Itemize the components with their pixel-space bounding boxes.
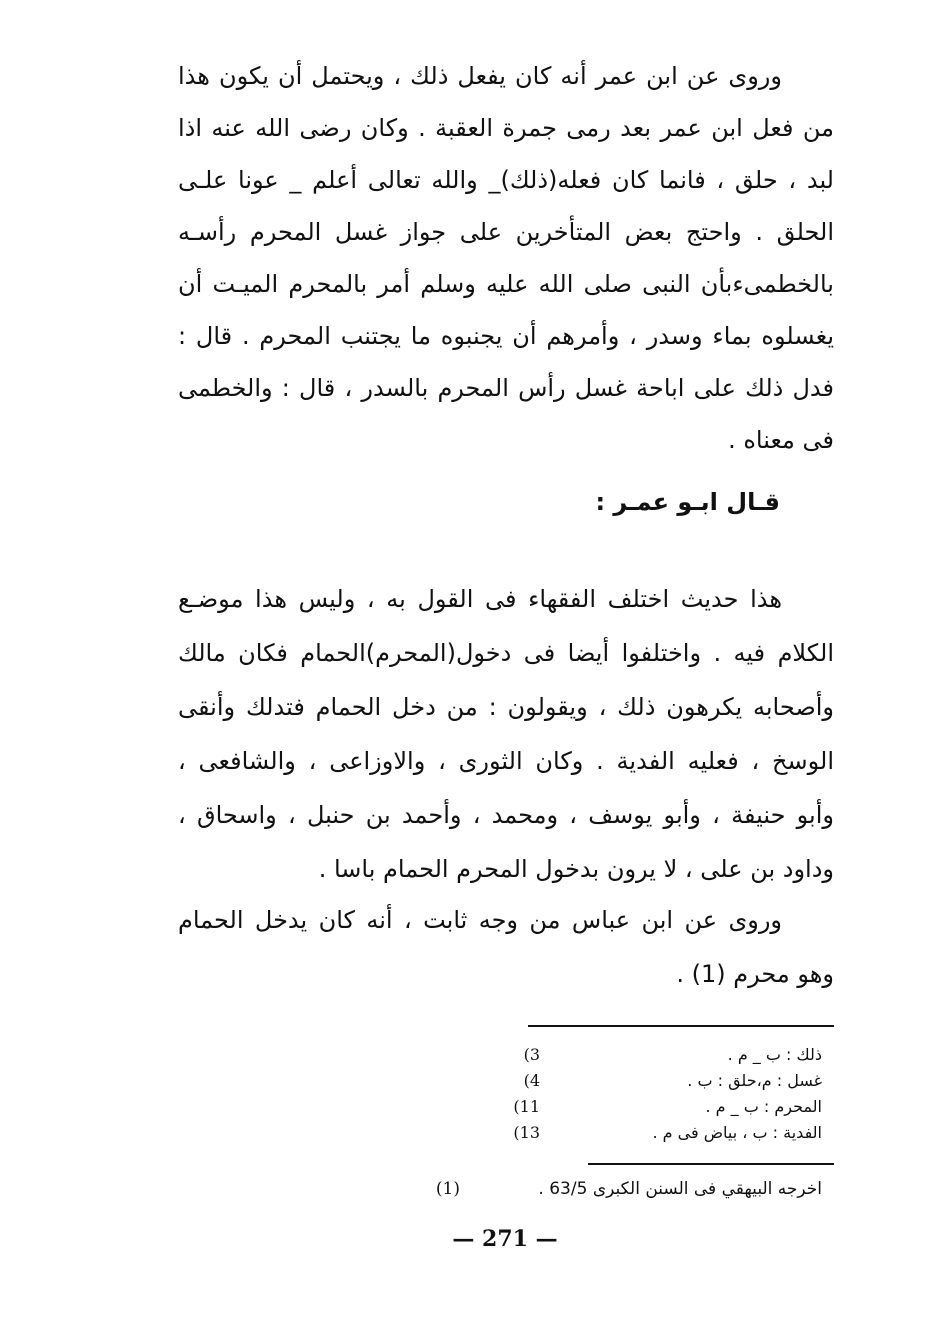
- variant-row: [500, 1042, 836, 1068]
- footnote-number: (1): [435, 1179, 460, 1199]
- text-line: الحلق . واحتج بعض المتأخرين على جواز غسل المحرم رأسـه: [178, 218, 834, 246]
- text-line: الكلام فيه . واختلفوا أيضا فى دخول(المحرم)الحمام فكان مالك: [178, 639, 834, 667]
- text-line: لبد ، حلق ، فانما كان فعله(ذلك)_ والله تعالى أعلم _ عونا علـى: [178, 166, 834, 194]
- text-line: وأصحابه يكرهون ذلك ، ويقولون : من دخل الحمام فتدلك وأنقى: [178, 693, 834, 721]
- text-line: وداود بن على ، لا يرون بدخول المحرم الحمام باسا .: [318, 855, 834, 883]
- variant-text: غسل : م،حلق : ب .: [687, 1071, 822, 1090]
- variant-line-number: 3): [523, 1045, 540, 1064]
- variant-row: [500, 1094, 836, 1120]
- footnote-text: اخرجه البيهقي فى السنن الكبرى 63/5 .: [538, 1179, 822, 1199]
- variant-text: الفدية : ب ، بياض فى م .: [652, 1123, 822, 1142]
- variant-row: [500, 1068, 836, 1094]
- paragraph-2: [178, 572, 834, 896]
- variant-line-number: 11): [513, 1097, 540, 1116]
- footnote-divider: [588, 1163, 834, 1165]
- text-line: وأبو حنيفة ، وأبو يوسف ، ومحمد ، وأحمد بن حنبل ، واسحاق ،: [178, 801, 834, 829]
- text-line: الوسخ ، فعليه الفدية . وكان الثورى ، والاوزاعى ، والشافعى ،: [178, 747, 834, 775]
- variants-divider: [528, 1025, 834, 1027]
- text-line: وروى عن ابن عمر أنه كان يفعل ذلك ، ويحتمل أن يكون هذا: [178, 62, 782, 90]
- paragraph-3: [178, 893, 834, 1001]
- text-line: وهو محرم (1) .: [676, 960, 834, 988]
- text-line: وروى عن ابن عباس من وجه ثابت ، أنه كان يدخل الحمام: [178, 906, 782, 934]
- page-number: — 271 —: [452, 1226, 558, 1252]
- variant-line-number: 13): [513, 1123, 540, 1142]
- variant-text: ذلك : ب _ م .: [727, 1045, 822, 1064]
- variant-row: [500, 1120, 836, 1146]
- text-line: بالخطمىءبأن النبى صلى الله عليه وسلم أمر بالمحرم الميـت أن: [178, 270, 834, 298]
- variant-text: المحرم : ب _ م .: [705, 1097, 822, 1116]
- variant-line-number: 4): [523, 1071, 540, 1090]
- text-line: من فعل ابن عمر بعد رمى جمرة العقبة . وكان رضى الله عنه اذا: [178, 114, 834, 142]
- text-line: فى معناه .: [728, 426, 834, 454]
- footnote: [420, 1176, 836, 1202]
- text-line: هذا حديث اختلف الفقهاء فى القول به ، وليس هذا موضـع: [178, 585, 782, 613]
- paragraph-1: [178, 50, 834, 466]
- text-line: فدل ذلك على اباحة غسل رأس المحرم بالسدر ، قال : والخطمى: [178, 374, 834, 402]
- text-line: يغسلوه بماء وسدر ، وأمرهم أن يجنبوه ما يجتنب المحرم . قال :: [178, 322, 834, 350]
- section-heading: قـال ابـو عمـر :: [595, 488, 780, 516]
- variant-readings: [500, 1042, 836, 1146]
